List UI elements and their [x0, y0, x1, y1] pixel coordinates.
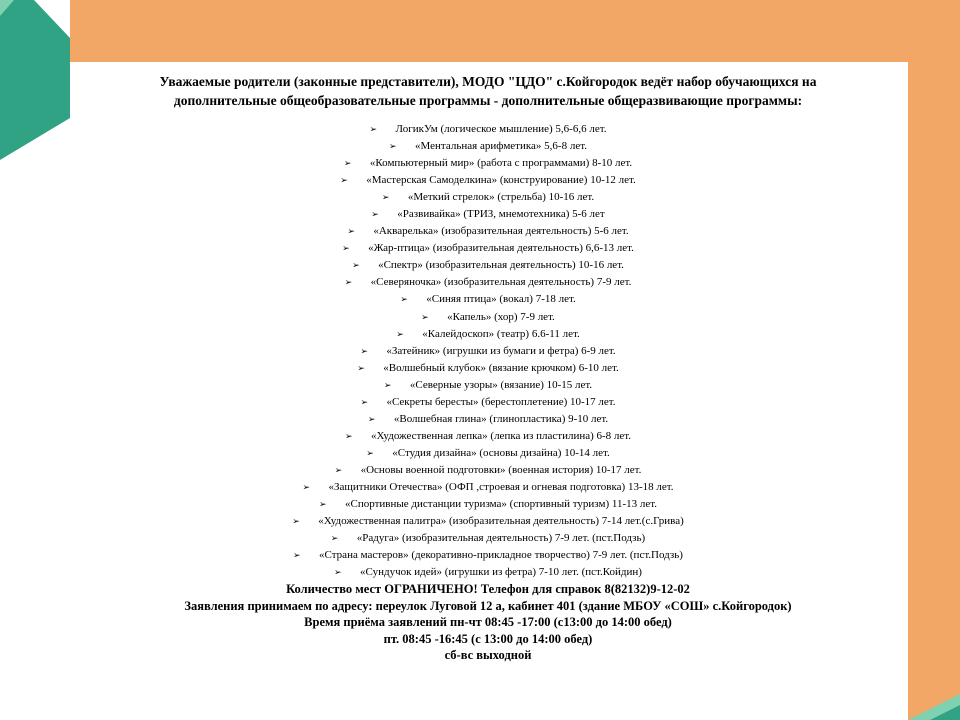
- arrow-bullet-icon: ➢: [366, 448, 374, 459]
- list-item: ➢ «Защитники Отечества» (ОФП ,строевая и огневая подготовка) 13-18 лет.: [72, 479, 904, 496]
- list-item: ➢ «Волшебный клубок» (вязание крючком) 6-10 лет.: [72, 360, 904, 377]
- arrow-bullet-icon: ➢: [360, 397, 368, 408]
- intro-line-2: дополнительные общеобразовательные программы - дополнительные общеразвивающие программы:: [173, 93, 803, 108]
- list-item: ➢ «Капель» (хор) 7-9 лет.: [72, 309, 904, 326]
- list-item: ➢ «Акварелька» (изобразительная деятельность) 5-6 лет.: [72, 223, 904, 240]
- hours-friday: пт. 08:45 -16:45 (с 13:00 до 14:00 обед): [383, 631, 593, 646]
- list-item: ➢ «Жар-птица» (изобразительная деятельность) 6,6-13 лет.: [72, 240, 904, 257]
- decorative-orange-band-top: [70, 0, 960, 62]
- decorative-orange-band-right: [908, 0, 960, 720]
- list-item: ➢ «Ментальная арифметика» 5,6-8 лет.: [72, 138, 904, 155]
- program-list: [72, 121, 904, 581]
- weekend-note: сб-вс выходной: [444, 648, 532, 663]
- intro-line-1: Уважаемые родители (законные представители), МОДО "ЦДО" с.Койгородок ведёт набор обучающихся на: [159, 74, 817, 89]
- list-item: ➢ «Радуга» (изобразительная деятельность) 7-9 лет. (пст.Подзь): [72, 530, 904, 547]
- places-and-phone: Количество мест ОГРАНИЧЕНО! Телефон для справок 8(82132)9-12-02: [286, 582, 690, 597]
- arrow-bullet-icon: ➢: [421, 312, 429, 323]
- list-item: ➢ «Студия дизайна» (основы дизайна) 10-14 лет.: [72, 445, 904, 462]
- arrow-bullet-icon: ➢: [360, 346, 368, 357]
- arrow-bullet-icon: ➢: [344, 431, 353, 442]
- arrow-bullet-icon: ➢: [347, 227, 355, 238]
- contact-info: [72, 581, 904, 664]
- list-item: ➢ «Компьютерный мир» (работа с программами) 8-10 лет.: [72, 155, 904, 172]
- arrow-bullet-icon: ➢: [369, 125, 378, 135]
- arrow-bullet-icon: ➢: [340, 176, 348, 187]
- list-item: ➢ «Художественная лепка» (лепка из пластилина) 6-8 лет.: [72, 428, 904, 445]
- list-item: ➢ «Меткий стрелок» (стрельба) 10-16 лет.: [72, 189, 904, 206]
- list-item: ➢ «Развивайка» (ТРИЗ, мнемотехника) 5-6 лет: [72, 206, 904, 223]
- arrow-bullet-icon: ➢: [400, 295, 408, 306]
- arrow-bullet-icon: ➢: [371, 210, 379, 221]
- decorative-teal-shape: [0, 0, 70, 160]
- intro-text: [72, 72, 904, 110]
- list-item: ➢ «Художественная палитра» (изобразительная деятельность) 7-14 лет.(с.Грива): [72, 513, 904, 530]
- list-item: ➢ «Основы военной подготовки» (военная история) 10-17 лет.: [72, 462, 904, 479]
- list-item: ➢ ЛогикУм (логическое мышление) 5,6-6,6 лет.: [72, 121, 904, 138]
- list-item: ➢ «Мастерская Самоделкина» (конструирование) 10-12 лет.: [72, 172, 904, 189]
- list-item: ➢ «Затейник» (игрушки из бумаги и фетра) 6-9 лет.: [72, 343, 904, 360]
- list-item: ➢ «Синяя птица» (вокал) 7-18 лет.: [72, 291, 904, 308]
- arrow-bullet-icon: ➢: [396, 329, 404, 340]
- decorative-teal-corner: [870, 690, 960, 720]
- arrow-bullet-icon: ➢: [343, 159, 352, 170]
- arrow-bullet-icon: ➢: [344, 278, 353, 289]
- arrow-bullet-icon: ➢: [357, 363, 365, 374]
- arrow-bullet-icon: ➢: [302, 482, 311, 493]
- arrow-bullet-icon: ➢: [367, 414, 376, 425]
- arrow-bullet-icon: ➢: [334, 568, 342, 579]
- list-item: ➢ «Спектр» (изобразительная деятельность) 10-16 лет.: [72, 257, 904, 274]
- announcement: [72, 72, 904, 664]
- list-item: ➢ «Волшебная глина» (глинопластика) 9-10 лет.: [72, 411, 904, 428]
- hours-weekdays: Время приёма заявлений пн-чт 08:45 -17:00 (с13:00 до 14:00 обед): [304, 615, 672, 630]
- list-item: ➢ «Спортивные дистанции туризма» (спортивный туризм) 11-13 лет.: [72, 496, 904, 513]
- arrow-bullet-icon: ➢: [381, 193, 390, 204]
- list-item: ➢ «Страна мастеров» (декоративно-прикладное творчество) 7-9 лет. (пст.Подзь): [72, 547, 904, 564]
- list-item: ➢ «Сундучок идей» (игрушки из фетра) 7-10 лет. (пст.Койдин): [72, 564, 904, 581]
- arrow-bullet-icon: ➢: [334, 465, 343, 476]
- list-item: ➢ «Северяночка» (изобразительная деятельность) 7-9 лет.: [72, 274, 904, 291]
- list-item: ➢ «Калейдоскоп» (театр) 6.6-11 лет.: [72, 326, 904, 343]
- arrow-bullet-icon: ➢: [383, 380, 392, 391]
- list-item: ➢ «Секреты бересты» (берестоплетение) 10-17 лет.: [72, 394, 904, 411]
- arrow-bullet-icon: ➢: [319, 500, 327, 511]
- address: Заявления принимаем по адресу: переулок Луговой 12 а, кабинет 401 (здание МБОУ «СОШ» с.Койгородок): [184, 598, 792, 613]
- arrow-bullet-icon: ➢: [342, 244, 350, 255]
- arrow-bullet-icon: ➢: [389, 142, 397, 153]
- arrow-bullet-icon: ➢: [293, 551, 301, 562]
- list-item: ➢ «Северные узоры» (вязание) 10-15 лет.: [72, 377, 904, 394]
- arrow-bullet-icon: ➢: [330, 534, 339, 545]
- arrow-bullet-icon: ➢: [292, 517, 300, 528]
- arrow-bullet-icon: ➢: [352, 261, 360, 272]
